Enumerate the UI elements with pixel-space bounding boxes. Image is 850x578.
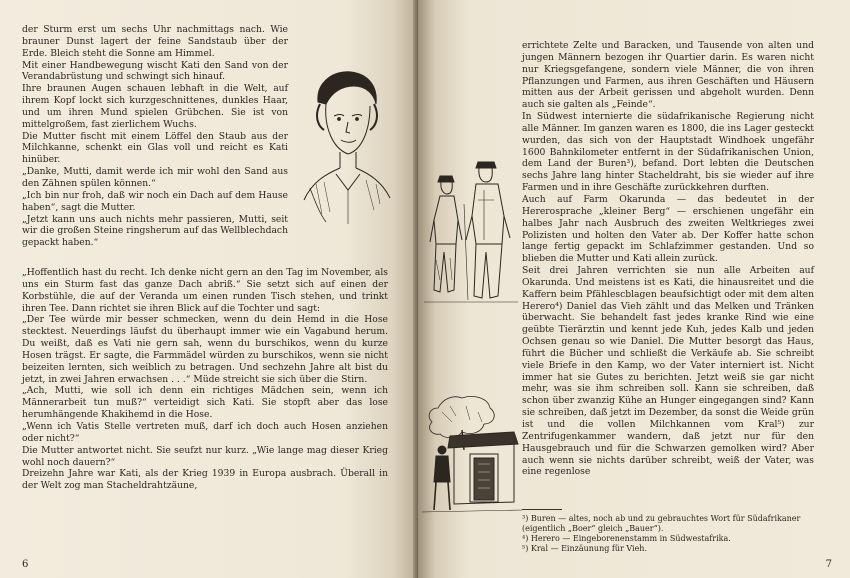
- paragraph: „Jetzt kann uns auch nichts mehr passieren, Mutti, seit wir die großen Steine ringsherum auf das Wellblechdach gepackt haben.“: [22, 213, 288, 249]
- footnote: ⁴) Herero — Eingeborenenstamm in Südwestafrika.: [522, 534, 731, 543]
- paragraph: Seit drei Jahren verrichten sie nun alle Arbeiten auf Okarunda. Und meistens ist es Kati, die hinausreitet und die Kaffern beim Pfählescblagen beaufsichtigt oder mit dem alten Herero⁴) Daniel das Vieh zählt und das Melken und Tränken überwacht. Sie behandelt fast jedes kranke Rind wie eine geübte Tierärztin und kennt jede Kuh, jedes Kalb und jeden Ochsen genau so wie Daniel. Die Mutter besorgt das Haus, führt die Bücher und schließt die Verkäufe ab. Sie schreibt viele Briefe in den Kamp, wo der Vater interniert ist. Nicht immer hat sie Gutes zu berichten. Jetzt weiß sie gar nicht mehr, was sie ihm schreiben soll. Kann sie schreiben, daß schon über zwanzig Kühe an Hunger eingegangen sind? Kann sie schreiben, daß jetzt im Dezember, da sonst die Weide grün ist und die vollen Milchkannen vom Kral⁵) zur Zentrifugenkammer wandern, daß jetzt nur für den Hausgebrauch und für die Schwarzen gemolken wird? Aber auch wenn sie nichts darüber schreibt, weiß der Vater, was eine regenlose: [522, 265, 814, 478]
- paragraph: „Ich bin nur froh, daß wir noch ein Dach auf dem Hause haben“, sagt die Mutter.: [22, 189, 288, 213]
- left-page-text: [22, 24, 288, 249]
- hut-with-figure-sketch: [422, 392, 522, 520]
- footnote-rule: [522, 509, 562, 510]
- paragraph: errichtete Zelte und Baracken, und Tausende von alten und jungen Männern bezogen ihr Quartier darin. Es waren nicht nur Kriegsgefangene, sondern viele Männer, die von ihren Pflanzungen und Farmen, aus ihren Geschäften und Häusern mitten aus der Arbeit gerissen und abgeholt wurden. Denn auch sie galten als „Feinde“.: [522, 40, 814, 111]
- paragraph: „Wenn ich Vatis Stelle vertreten muß, darf ich doch auch Hosen anziehen oder nicht?“: [22, 420, 388, 444]
- page-number: 6: [22, 559, 29, 570]
- paragraph: Die Mutter antwortet nicht. Sie seufzt nur kurz. „Wie lange mag dieser Krieg wohl noch dauern?“: [22, 444, 388, 468]
- left-page-text-wide: [22, 267, 388, 492]
- two-policemen-sketch: [424, 160, 520, 310]
- paragraph: Ihre braunen Augen schauen lebhaft in die Welt, auf ihrem Kopf lockt sich kurzgeschnittenes, dunkles Haar, und um ihren Mund spielen Grübchen. Sie ist von mittelgroßem, fast zierlichem Wuchs.: [22, 83, 288, 130]
- paragraph: Auch auf Farm Okarunda — das bedeutet in der Hererosprache „kleiner Berg“ — erschienen ungefähr ein halbes Jahr nach Ausbruch des zweiten Weltkrieges zwei Polizisten und holten den Vater ab. Der Koffer hatte schon lange fertig gepackt im Schlafzimmer gestanden. Und so blieben die Mutter und Kati allein zurück.: [522, 193, 814, 265]
- portrait-sketch: [296, 64, 396, 234]
- paragraph: „Ach, Mutti, wie soll ich denn ein richtiges Mädchen sein, wenn ich Männerarbeit tun muß?“ verteidigt sich Kati. Sie stopft aber das lose herumhängende Khakihemd in die Hose.: [22, 385, 388, 421]
- paragraph: „Danke, Mutti, damit werde ich mir wohl den Sand aus den Zähnen spülen können.“: [22, 166, 288, 189]
- paragraph: „Hoffentlich hast du recht. Ich denke nicht gern an den Tag im November, als uns ein Sturm fast das ganze Dach abriß.“ Sie setzt sich auf einen der Korbstühle, die auf der Veranda um einen runden Tisch stehen, und trinkt ihren Tee. Dann richtet sie ihren Blick auf die Tochter und sagt:: [22, 267, 388, 314]
- paragraph: Mit einer Handbewegung wischt Kati den Sand von der Verandabrüstung und schwingt sich hinauf.: [22, 59, 288, 83]
- footnotes: [522, 509, 814, 554]
- left-page: [0, 0, 418, 578]
- footnote: ⁵) Kral — Einzäunung für Vieh.: [522, 544, 647, 553]
- page-number: 7: [825, 559, 832, 570]
- paragraph: Die Mutter fischt mit einem Löffel den Staub aus der Milchkanne, schenkt ein Glas voll und reicht es Kati hinüber.: [22, 130, 288, 166]
- right-page-text: [522, 40, 814, 478]
- right-page: [418, 0, 850, 578]
- paragraph: Dreizehn Jahre war Kati, als der Krieg 1939 in Europa ausbrach. Überall in der Welt zog man Stacheldrahtzäune,: [22, 468, 388, 492]
- footnote: ³) Buren — altes, noch ab und zu gebrauchtes Wort für Südafrikaner (eigentlich „Boer“ gleich „Bauer“).: [522, 514, 801, 533]
- paragraph: der Sturm erst um sechs Uhr nachmittags nach. Wie brauner Dunst lagert der feine Sandstaub über der Erde. Bleich steht die Sonne am Himmel.: [22, 24, 288, 59]
- paragraph: In Südwest internierte die südafrikanische Regierung nicht alle Männer. Im ganzen waren es 1800, die ins Lager gesteckt wurden, das sich von der Hauptstadt Windhoek ungefähr 1600 Bahnkilometer entfernt in der Südafrikanischen Union, dem Land der Buren³), befand. Dort lebten die Deutschen sechs Jahre lang hinter Stacheldraht, bis sie wieder auf ihre Farmen und in ihre Geschäfte zurückkehren durften.: [522, 111, 814, 194]
- paragraph: „Der Tee würde mir besser schmecken, wenn du dein Hemd in die Hose stecktest. Neuerdings läufst du überhaupt immer wie ein Vagabund herum. Du weißt, daß es Vati nie gern sah, wenn du burschikos, wenn du kurze Hosen trägst. Er sagte, die Farmmädel würden zu burschikos, wenn sie nicht beizeiten lernten, sich weiblich zu betragen. Und sechzehn Jahre alt bist du jetzt, in zwei Jahren erwachsen . . .“ Müde streicht sie sich über die Stirn.: [22, 314, 388, 385]
